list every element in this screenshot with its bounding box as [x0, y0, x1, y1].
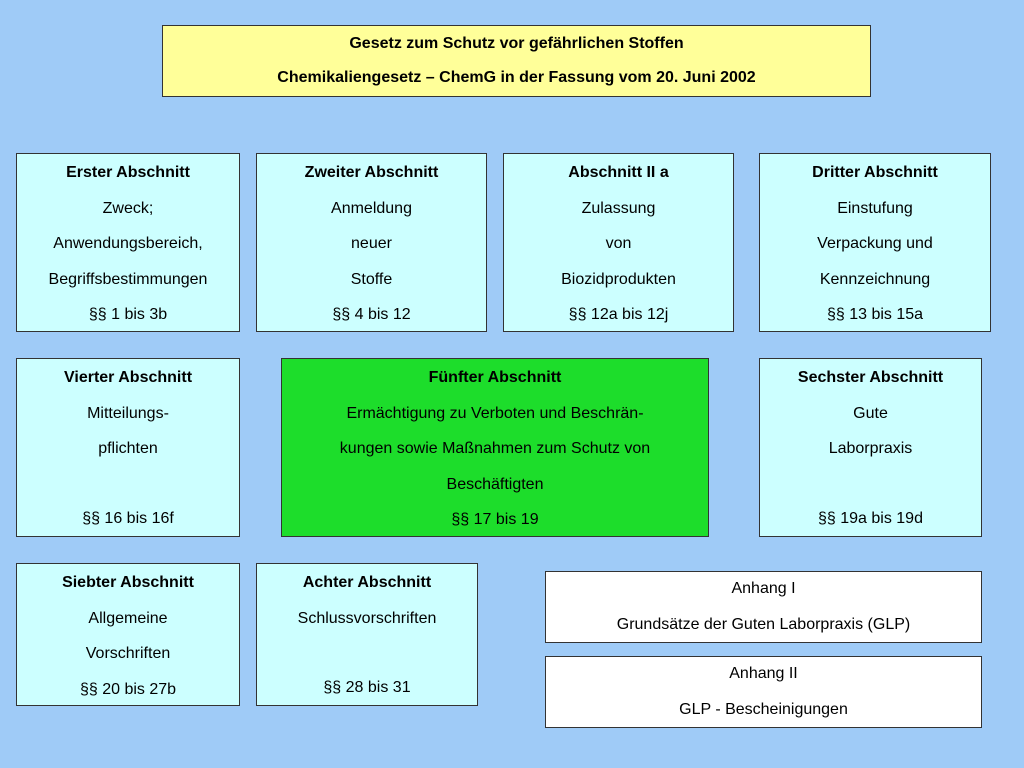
section-paragraphs: §§ 17 bis 19: [451, 511, 539, 528]
law-title: Gesetz zum Schutz vor gefährlichen Stoffen: [349, 35, 684, 52]
section-paragraphs: §§ 13 bis 15a: [826, 306, 924, 323]
section-title: Erster Abschnitt: [66, 164, 190, 181]
section-paragraphs: §§ 20 bis 27b: [79, 680, 177, 698]
section-box-2a: [503, 153, 734, 332]
section-text: Vorschriften: [85, 645, 171, 662]
section-title: Fünfter Abschnitt: [428, 369, 562, 386]
law-subtitle: Chemikaliengesetz – ChemG in der Fassung vom 20. Juni 2002: [277, 69, 756, 86]
section-title: Zweiter Abschnitt: [304, 164, 439, 181]
section-text: Zweck;: [102, 199, 154, 217]
section-text: Begriffsbestimmungen: [48, 270, 208, 288]
section-text: von: [605, 235, 632, 252]
section-box-6: [759, 358, 982, 537]
law-title-box: [162, 25, 871, 97]
section-paragraphs: §§ 12a bis 12j: [568, 306, 669, 323]
section-text: Biozidprodukten: [561, 270, 676, 288]
section-box-7: [16, 563, 240, 706]
section-box-8: [256, 563, 478, 706]
section-title: Vierter Abschnitt: [63, 369, 193, 386]
section-text: Beschäftigten: [446, 475, 544, 493]
section-text: Verpackung und: [817, 235, 933, 252]
section-box-3: [759, 153, 991, 332]
section-paragraphs: §§ 28 bis 31: [323, 678, 411, 696]
section-paragraphs: §§ 19a bis 19d: [818, 509, 923, 527]
section-paragraphs: §§ 4 bis 12: [332, 306, 411, 323]
section-text: Gute: [853, 404, 888, 422]
section-box-2: [256, 153, 487, 332]
annex-box-1: [545, 571, 982, 643]
annex-text: GLP - Bescheinigungen: [679, 701, 848, 718]
section-title: Dritter Abschnitt: [812, 164, 938, 181]
section-text: Anwendungsbereich,: [53, 235, 203, 252]
section-title: Sechster Abschnitt: [797, 369, 944, 386]
annex-box-2: [545, 656, 982, 728]
section-box-4: [16, 358, 240, 537]
section-text: Laborpraxis: [828, 440, 913, 457]
section-title: Siebter Abschnitt: [62, 574, 194, 591]
section-text: Mitteilungs-: [87, 404, 169, 422]
section-text: kungen sowie Maßnahmen zum Schutz von: [339, 440, 651, 457]
section-text: pflichten: [98, 440, 158, 457]
section-box-5: [281, 358, 709, 537]
annex-title: Anhang I: [731, 580, 796, 597]
section-text: neuer: [351, 235, 392, 252]
section-paragraphs: §§ 16 bis 16f: [82, 509, 174, 527]
section-text: Stoffe: [350, 270, 393, 288]
section-title: Abschnitt II a: [568, 164, 669, 181]
section-box-1: [16, 153, 240, 332]
section-text: Anmeldung: [331, 199, 412, 217]
section-paragraphs: §§ 1 bis 3b: [88, 306, 168, 323]
annex-title: Anhang II: [729, 665, 798, 682]
section-text: Schlussvorschriften: [297, 609, 437, 627]
annex-text: Grundsätze der Guten Laborpraxis (GLP): [616, 616, 911, 633]
section-title: Achter Abschnitt: [302, 574, 432, 591]
section-text: Einstufung: [837, 199, 913, 217]
section-text: Allgemeine: [88, 609, 168, 627]
section-text: Ermächtigung zu Verboten und Beschrän-: [346, 404, 644, 422]
section-text: Kennzeichnung: [819, 270, 931, 288]
section-text: Zulassung: [581, 199, 656, 217]
